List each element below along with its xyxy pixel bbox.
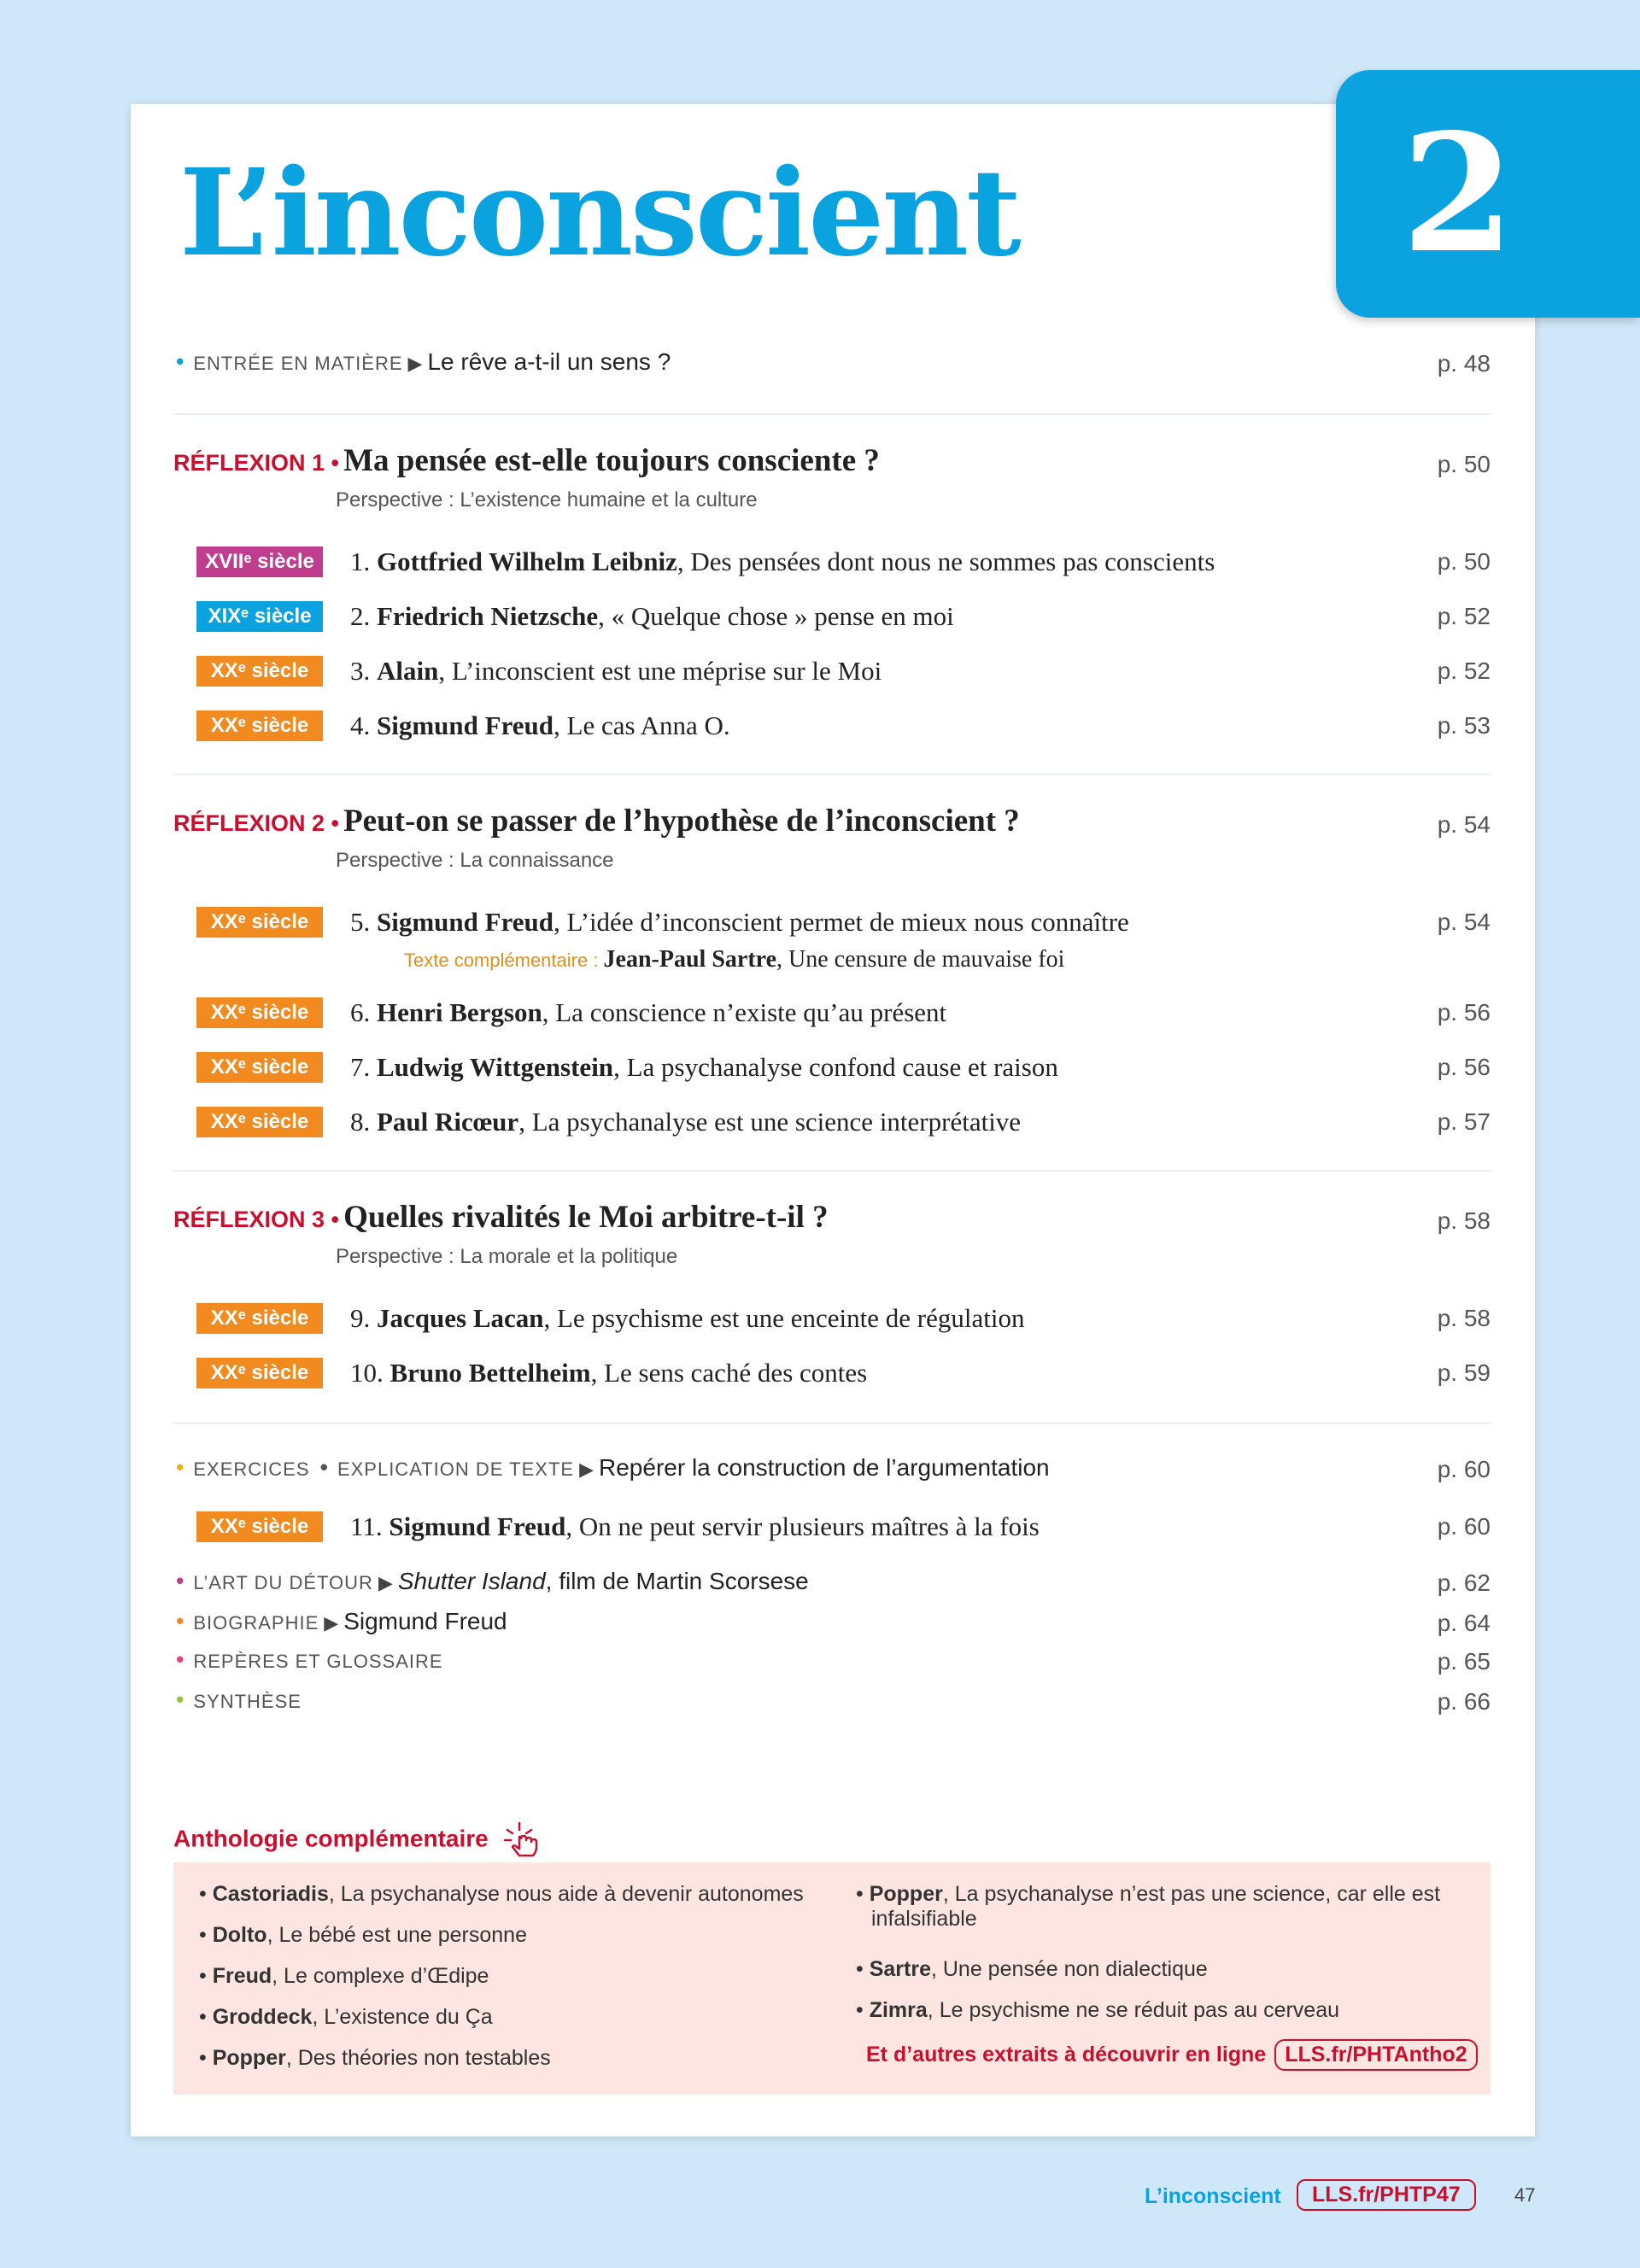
bullet-icon: •: [173, 1456, 187, 1482]
century-badge: XXᵉ siècle: [196, 1358, 323, 1388]
footer-title: L’inconscient: [1145, 2184, 1281, 2208]
entry-text: 3. Alain, L’inconscient est une méprise sur le Moi: [350, 656, 882, 686]
reflexion-3-heading[interactable]: [173, 1199, 1491, 1236]
bullet-icon: •: [173, 1569, 187, 1595]
entry-text: 8. Paul Ricœur, La psychanalyse est une science interprétative: [350, 1107, 1022, 1137]
extra-label: SYNTHÈSE: [193, 1691, 302, 1712]
entry-author: Jacques Lacan: [377, 1303, 544, 1333]
more-extracts: Et d’autres extraits à découvrir en ligne LLS.fr/PHTAntho2: [866, 2039, 1478, 2071]
anthologie-item[interactable]: • Dolto, Le bébé est une personne: [199, 1923, 527, 1947]
entry-text: 7. Ludwig Wittgenstein, La psychanalyse confond cause et raison: [350, 1052, 1058, 1082]
arrow-icon: ▶: [579, 1459, 594, 1481]
film-title: Shutter Island: [397, 1568, 546, 1594]
page-ref: p. 58: [1437, 1305, 1491, 1331]
intro-label: ENTRÉE EN MATIÈRE: [193, 353, 403, 374]
page-ref: p. 64: [1437, 1610, 1491, 1636]
page-ref: p. 52: [1437, 658, 1491, 684]
page-ref: p. 54: [1437, 811, 1491, 838]
anthologie-item[interactable]: • Popper, Des théories non testables: [199, 2046, 551, 2070]
entry-author: Sigmund Freud: [389, 1511, 566, 1541]
entry-author: Friedrich Nietzsche: [377, 601, 599, 631]
page-ref: p. 60: [1437, 1513, 1491, 1540]
bullet-icon: •: [173, 1648, 187, 1674]
entry-author: Sigmund Freud: [377, 907, 554, 937]
entry-author: Gottfried Wilhelm Leibniz: [377, 547, 677, 576]
anthologie-item[interactable]: • Zimra, Le psychisme ne se réduit pas au cerveau: [856, 1998, 1340, 2022]
century-badge: XXᵉ siècle: [196, 1511, 323, 1542]
bullet-icon: •: [173, 350, 187, 376]
anthologie-item[interactable]: • Castoriadis, La psychanalyse nous aide à devenir autonomes: [199, 1882, 804, 1906]
century-badge: XXᵉ siècle: [196, 997, 323, 1028]
arrow-icon: ▶: [407, 354, 423, 375]
anthologie-item[interactable]: • Groddeck, L’existence du Ça: [199, 2005, 493, 2029]
page-ref: p. 53: [1437, 712, 1491, 739]
reflexion-title: Quelles rivalités le Moi arbitre-t-il ?: [343, 1200, 829, 1235]
extra-label: REPÈRES ET GLOSSAIRE: [193, 1651, 443, 1672]
page-ref: p. 56: [1437, 999, 1491, 1026]
reflexion-title: Ma pensée est-elle toujours consciente ?: [343, 443, 880, 478]
extra-synthese[interactable]: [173, 1688, 1491, 1714]
exercices-text: Repérer la construction de l’argumentation: [599, 1454, 1050, 1481]
arrow-icon: ▶: [378, 1573, 393, 1594]
divider: [173, 774, 1491, 775]
century-badge: XIXᵉ siècle: [196, 601, 323, 632]
reflexion-title: Peut-on se passer de l’hypothèse de l’inconscient ?: [343, 804, 1020, 839]
entry-text: 4. Sigmund Freud, Le cas Anna O.: [350, 710, 730, 740]
explication-label: EXPLICATION DE TEXTE: [337, 1458, 575, 1480]
arrow-icon: ▶: [324, 1613, 339, 1634]
perspective: Perspective : La connaissance: [336, 849, 614, 872]
divider: [173, 1423, 1491, 1424]
divider: [173, 1170, 1491, 1172]
entry-text: 6. Henri Bergson, La conscience n’existe qu’au présent: [350, 997, 947, 1027]
page-ref: p. 50: [1437, 548, 1491, 575]
perspective: Perspective : L’existence humaine et la culture: [336, 488, 758, 511]
page-ref: p. 50: [1437, 451, 1491, 477]
bullet-icon: •: [317, 1456, 331, 1482]
footer-link[interactable]: LLS.fr/PHTP47: [1297, 2179, 1476, 2211]
entry-author: Bruno Bettelheim: [390, 1358, 591, 1388]
century-badge: XXᵉ siècle: [196, 1052, 323, 1083]
reflexion-label: RÉFLEXION 3 •: [173, 1207, 339, 1232]
chapter-title: L’inconscient: [179, 143, 1019, 284]
entry-text: 9. Jacques Lacan, Le psychisme est une enceinte de régulation: [350, 1303, 1025, 1333]
complement-text[interactable]: Texte complémentaire : Jean-Paul Sartre, Une censure de mauvaise foi: [404, 946, 1065, 973]
entry-author: Henri Bergson: [377, 997, 542, 1027]
entry-author: Paul Ricœur: [377, 1107, 519, 1137]
century-badge: XXᵉ siècle: [196, 907, 323, 938]
reflexion-1-heading[interactable]: [173, 442, 1491, 479]
page-ref: p. 59: [1437, 1359, 1491, 1386]
exercices-label: EXERCICES: [193, 1458, 310, 1480]
entry-author: Alain: [377, 656, 439, 686]
entry-text: 10. Bruno Bettelheim, Le sens caché des contes: [350, 1358, 868, 1388]
page-ref: p. 52: [1437, 603, 1491, 629]
century-badge: XXᵉ siècle: [196, 710, 323, 741]
extra-biographie[interactable]: • BIOGRAPHIE ▶ Sigmund Freud p. 64: [173, 1608, 1491, 1636]
entry-text: 2. Friedrich Nietzsche, « Quelque chose » pense en moi: [350, 601, 954, 631]
page-ref: p. 58: [1437, 1207, 1491, 1234]
anthologie-item[interactable]: • Freud, Le complexe d’Œdipe: [199, 1964, 489, 1988]
century-badge: XXᵉ siècle: [196, 1107, 323, 1137]
complement-label: Texte complémentaire :: [404, 950, 604, 971]
entry-author: Ludwig Wittgenstein: [377, 1052, 614, 1082]
exercices-row[interactable]: [173, 1454, 1491, 1482]
entry-text: 1. Gottfried Wilhelm Leibniz, Des pensées dont nous ne sommes pas conscients: [350, 547, 1215, 576]
page-ref: p. 48: [1437, 350, 1491, 377]
anthologie-item[interactable]: • Sartre, Une pensée non dialectique: [856, 1957, 1208, 1981]
century-badge: XXᵉ siècle: [196, 656, 323, 687]
page-ref: p. 60: [1437, 1456, 1491, 1482]
page-number: 47: [1514, 2184, 1536, 2206]
divider: [173, 413, 1491, 415]
entry-text: 11. Sigmund Freud, On ne peut servir plusieurs maîtres à la fois: [350, 1511, 1040, 1541]
page-ref: p. 54: [1437, 909, 1491, 935]
reflexion-2-heading[interactable]: [173, 803, 1491, 839]
extra-label: L’ART DU DÉTOUR: [193, 1572, 373, 1593]
page-ref: p. 62: [1437, 1569, 1491, 1596]
reflexion-label: RÉFLEXION 1 •: [173, 450, 339, 476]
anthologie-item[interactable]: • Popper, La psychanalyse n’est pas une science, car elle est infalsifiable: [856, 1882, 1441, 1931]
extra-art-detour[interactable]: • L’ART DU DÉTOUR ▶ Shutter Island, film de Martin Scorsese p. 62: [173, 1568, 1491, 1596]
page-ref: p. 57: [1437, 1108, 1491, 1135]
anthologie-title: Anthologie complémentaire: [173, 1820, 548, 1861]
chapter-number: 2: [1336, 70, 1640, 318]
page-ref: p. 65: [1437, 1648, 1491, 1675]
bullet-icon: •: [173, 1688, 187, 1714]
entry-text: 5. Sigmund Freud, L’idée d’inconscient permet de mieux nous connaître: [350, 907, 1129, 937]
perspective: Perspective : La morale et la politique: [336, 1245, 678, 1268]
hand-click-icon[interactable]: [501, 1820, 548, 1861]
page-ref: p. 66: [1437, 1688, 1491, 1715]
complement-author: Jean-Paul Sartre: [603, 946, 776, 973]
intro-row[interactable]: [173, 348, 1491, 376]
extra-label: BIOGRAPHIE: [193, 1612, 319, 1634]
bullet-icon: •: [173, 1610, 187, 1635]
extra-reperes[interactable]: [173, 1648, 1491, 1674]
intro-text: Le rêve a-t-il un sens ?: [427, 348, 671, 375]
anthologie-link[interactable]: LLS.fr/PHTAntho2: [1274, 2039, 1477, 2071]
century-badge: XVIIᵉ siècle: [196, 547, 323, 577]
entry-author: Sigmund Freud: [377, 710, 554, 740]
century-badge: XXᵉ siècle: [196, 1303, 323, 1334]
reflexion-label: RÉFLEXION 2 •: [173, 810, 339, 836]
page-ref: p. 56: [1437, 1054, 1491, 1080]
